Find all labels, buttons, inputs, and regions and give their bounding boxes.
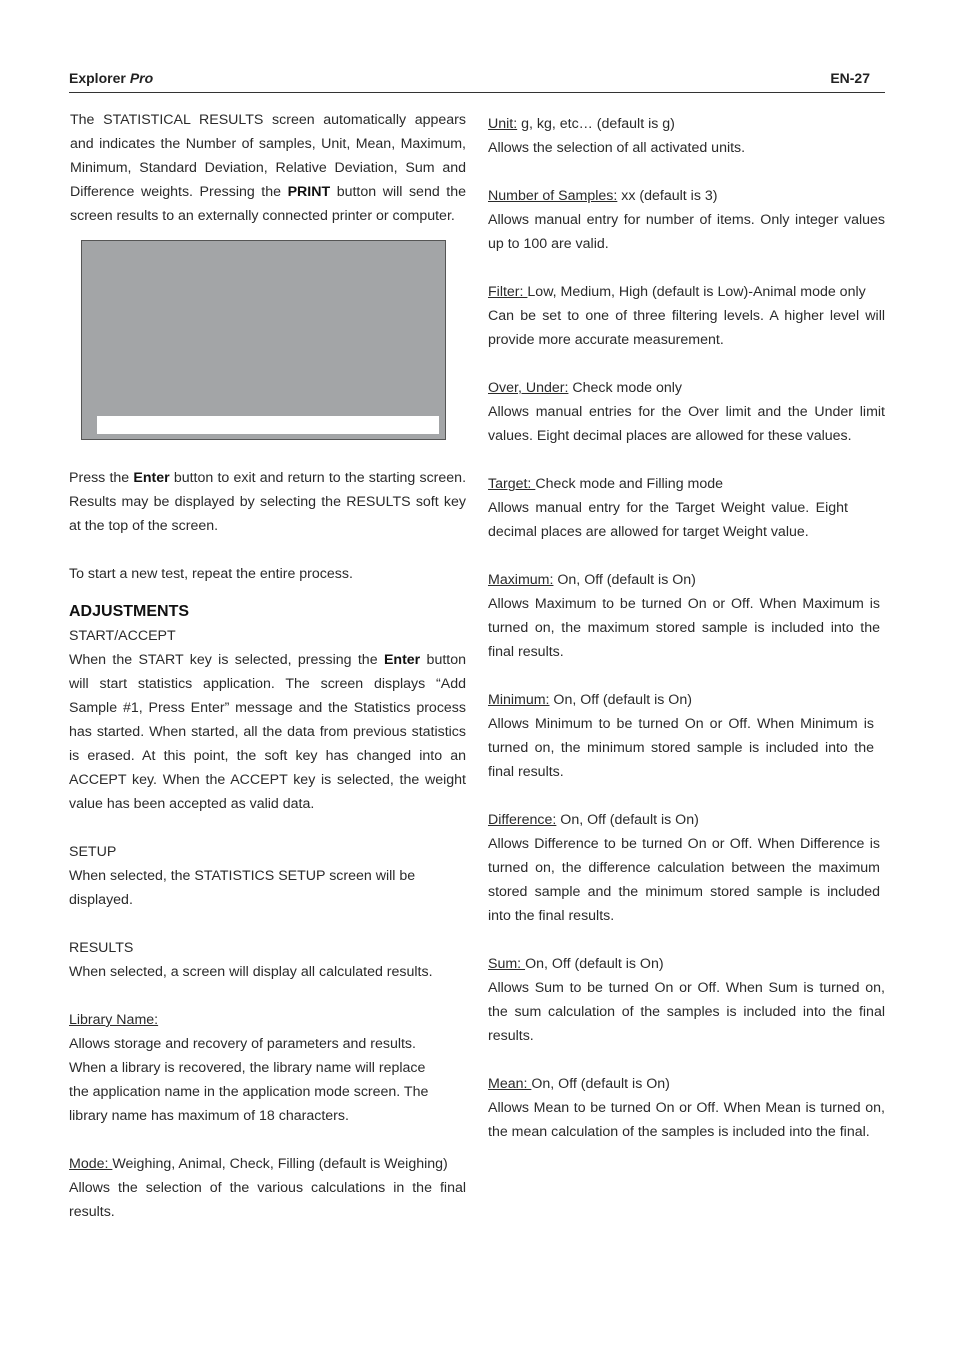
- enter-text-post: button to exit and return to the starting screen. Results may be displayed by selecting the RESULTS soft key at the top of the screen.: [69, 470, 467, 534]
- page-header: [69, 68, 885, 93]
- setting-number-of-samples: [488, 184, 885, 256]
- setting-description: Allows Mean to be turned On or Off. When Mean is turned on, the mean calculation of the samples is included into the final.: [488, 1100, 885, 1140]
- setting-label: Filter:: [488, 284, 528, 300]
- start-accept-paragraph: [69, 648, 466, 816]
- new-test-paragraph: To start a new test, repeat the entire process.: [69, 566, 353, 582]
- library-name-paragraph: Allows storage and recovery of parameters and results. When a library is recovered, the library name will replace the application name in the application mode screen. The library name has maximum of 18 characters.: [69, 1036, 429, 1124]
- setting-options: Low, Medium, High (default is Low)-Animal mode only: [527, 284, 866, 300]
- intro-paragraph: [69, 108, 466, 228]
- setting-description: Can be set to one of three filtering levels. A higher level will provide more accurate measurement.: [488, 308, 885, 348]
- setting-description: Allows Difference to be turned On or Off. When Difference is turned on, the difference calculation between the maximum stored sample and the minimum stored sample is included into the final results.: [488, 836, 880, 924]
- setting-minimum: [488, 688, 885, 784]
- left-column: [69, 108, 466, 1224]
- setting-label: Difference:: [488, 812, 557, 828]
- setting-description: Allows the selection of all activated units.: [488, 140, 746, 156]
- setting-description: Allows Sum to be turned On or Off. When Sum is turned on, the sum calculation of the samples is included into the final results.: [488, 980, 885, 1044]
- setting-options: Check mode and Filling mode: [535, 476, 724, 492]
- setup-label: SETUP: [69, 844, 117, 860]
- enter-keyword-2: Enter: [383, 652, 421, 668]
- manual-title-italic: Pro: [129, 70, 154, 86]
- start-accept-label: START/ACCEPT: [69, 628, 176, 644]
- setting-label: Unit:: [488, 116, 518, 132]
- setting-target: [488, 472, 885, 544]
- setting-options: On, Off (default is On): [525, 956, 664, 972]
- start-accept-text-pre: When the START key is selected, pressing the: [69, 652, 384, 668]
- intro-text-2: button will send the screen results to an externally connected printer or computer.: [70, 184, 467, 224]
- setting-maximum: [488, 568, 885, 664]
- setting-label: Target:: [488, 476, 536, 492]
- setting-difference: [488, 808, 885, 928]
- manual-title-main: Explorer: [69, 70, 126, 86]
- setting-options: On, Off (default is On): [556, 812, 699, 828]
- screen-softkey-bar: [97, 416, 439, 434]
- setting-options: On, Off (default is On): [549, 692, 692, 708]
- start-accept-text-post: button will start statistics application. The screen displays “Add Sample #1, Press Enter” message and the Statistics process has started. When started, all the data from previous statistics is erased. At this point, the soft key has changed into an ACCEPT key. When the ACCEPT key is selected, the weight value has been accepted as valid data.: [69, 652, 466, 812]
- library-name-label: [69, 1008, 466, 1032]
- library-name-label-text: Library Name:: [69, 1012, 159, 1028]
- setting-unit: [488, 112, 885, 160]
- mode-options: Weighing, Animal, Check, Filling (default is Weighing): [112, 1156, 448, 1172]
- intro-text-1: The STATISTICAL RESULTS screen automatically appears and indicates the Number of samples, Unit, Mean, Maximum, Minimum, Standard Deviation, Relative Deviation, Sum and Difference weights. Pressing the: [70, 112, 466, 200]
- right-column: [488, 112, 885, 1144]
- enter-text-pre: Press the: [69, 470, 134, 486]
- setting-filter: [488, 280, 885, 352]
- setting-label: Sum:: [488, 956, 526, 972]
- manual-title: [69, 70, 153, 86]
- setting-description: Allows manual entries for the Over limit and the Under limit values. Eight decimal places are allowed for these values.: [488, 404, 885, 444]
- results-label: RESULTS: [69, 940, 134, 956]
- setting-description: Allows manual entry for number of items. Only integer values up to 100 are valid.: [488, 212, 885, 252]
- setting-description: Allows manual entry for the Target Weight value. Eight decimal places are allowed for target Weight value.: [488, 500, 848, 540]
- setting-label: Maximum:: [488, 572, 554, 588]
- page-number: EN-27: [830, 70, 870, 86]
- setup-paragraph: When selected, the STATISTICS SETUP screen will be displayed.: [69, 868, 416, 908]
- setting-description: Allows Minimum to be turned On or Off. When Minimum is turned on, the minimum stored sample is included into the final results.: [488, 716, 874, 780]
- setting-label: Number of Samples:: [488, 188, 618, 204]
- setting-options: Check mode only: [568, 380, 682, 396]
- enter-keyword: Enter: [133, 470, 170, 486]
- screen-illustration: [81, 240, 446, 440]
- setting-options: On, Off (default is On): [531, 1076, 670, 1092]
- setting-mean: [488, 1072, 885, 1144]
- setting-options: g, kg, etc… (default is g): [517, 116, 675, 132]
- setting-over-under: [488, 376, 885, 448]
- setting-description: Allows Maximum to be turned On or Off. When Maximum is turned on, the maximum stored sample is included into the final results.: [488, 596, 880, 660]
- setting-sum: [488, 952, 885, 1048]
- mode-paragraph: Allows the selection of the various calculations in the final results.: [69, 1180, 466, 1220]
- mode-label: [69, 1152, 466, 1176]
- setting-label: Minimum:: [488, 692, 550, 708]
- setting-options: On, Off (default is On): [553, 572, 696, 588]
- mode-label-text: Mode:: [69, 1156, 113, 1172]
- results-paragraph: When selected, a screen will display all calculated results.: [69, 964, 433, 980]
- setting-label: Mean:: [488, 1076, 532, 1092]
- setting-label: Over, Under:: [488, 380, 569, 396]
- setting-options: xx (default is 3): [617, 188, 718, 204]
- adjustments-heading: ADJUSTMENTS: [69, 603, 190, 620]
- enter-paragraph: [69, 466, 466, 538]
- print-keyword: PRINT: [287, 184, 331, 200]
